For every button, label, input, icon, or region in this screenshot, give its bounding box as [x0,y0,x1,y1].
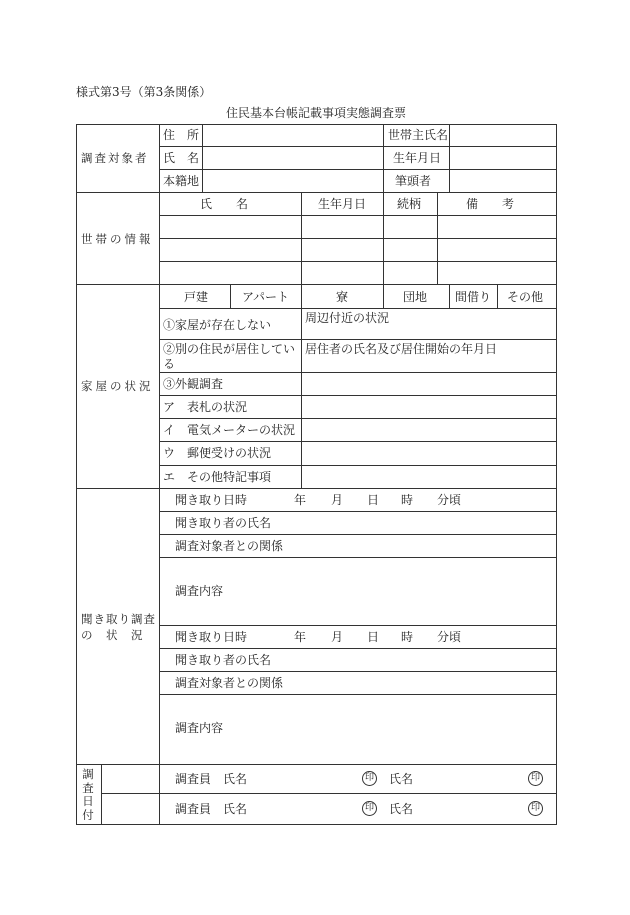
col-relation-header: 続柄 [397,197,422,211]
relation-label: 調査対象者との関係 [175,539,284,553]
day-label: 日 [367,493,380,507]
domicile-label: 本籍地 [163,174,200,188]
row-line [159,648,557,649]
cell-line [383,192,384,285]
resident-info-note: 居住者の氏名及び居住開始の年月日 [305,342,498,356]
row-line [159,625,557,626]
nameplate-status: ア 表札の状況 [163,400,248,414]
border-left [76,124,77,825]
type-detached: 戸建 [184,290,209,304]
label-column-divider [159,124,160,825]
type-complex: 団地 [403,290,428,304]
col-birth-header: 生年月日 [318,197,367,211]
row-line [159,671,557,672]
row-line [159,169,557,170]
investigator-name-label: 調査員 氏名 [175,772,248,786]
row-line [159,511,557,512]
row-line [159,215,557,216]
exterior-survey: ③外観調査 [163,377,224,391]
form-number: 様式第3号（第3条関係） [76,85,212,99]
cell-line [101,764,102,825]
head-of-household-label: 世帯主氏名 [388,128,449,142]
cell-line [301,284,302,489]
year-label: 年 [294,630,307,644]
second-name-label: 氏名 [389,802,414,816]
section-divider [76,284,557,285]
cell-line [437,192,438,285]
month-label: 月 [331,630,344,644]
investigator-name-label: 調査員 氏名 [175,802,248,816]
house-label: 家屋の状況 [81,379,154,393]
respondent-label: 聞き取り者の氏名 [175,516,272,530]
col-name-header: 氏 名 [200,197,249,211]
interview-label-1: 聞き取り調査 [81,612,156,626]
cell-line [449,124,450,193]
row-line [159,694,557,695]
interview-datetime-label: 聞き取り日時 [175,493,248,507]
cell-line [202,124,203,193]
seal-mark-icon: 印 [528,801,543,816]
second-name-label: 氏名 [389,772,414,786]
col-notes-header: 備 考 [466,197,515,211]
minute-label: 分頃 [437,493,462,507]
electric-meter-status: イ 電気メーターの状況 [163,423,296,437]
name-label: 氏 名 [163,151,200,165]
row-line [159,238,557,239]
type-apartment: アパート [242,290,290,304]
first-listed-label: 筆頭者 [395,174,432,188]
content-label: 調査内容 [175,584,224,598]
other-resident-line1: ②別の住民が居住してい [163,342,296,356]
type-other: その他 [507,290,544,304]
surroundings-note: 周辺付近の状況 [305,311,390,325]
row-line [159,261,557,262]
cell-line [383,284,384,309]
row-line [159,418,557,419]
hour-label: 時 [401,630,414,644]
row-line [159,339,557,340]
row-line [159,534,557,535]
interview-datetime-label: 聞き取り日時 [175,630,248,644]
household-label: 世帯の情報 [81,232,154,246]
form-title: 住民基本台帳記載事項実態調査票 [226,106,407,120]
other-remarks: エ その他特記事項 [163,470,272,484]
cell-line [301,192,302,285]
seal-mark-icon: 印 [362,801,377,816]
mailbox-status: ウ 郵便受けの状況 [163,446,272,460]
house-not-exist: ①家屋が存在しない [163,318,272,332]
cell-line [230,284,231,309]
section-divider [76,192,557,193]
survey-date-label: 調査日付 [82,767,94,822]
type-dormitory: 寮 [336,290,349,304]
seal-mark-icon: 印 [362,771,377,786]
type-lodging: 間借り [455,290,492,304]
address-label: 住 所 [163,128,200,142]
interview-label-2: の 状 況 [81,628,144,642]
section-divider [76,764,557,765]
content-label: 調査内容 [175,721,224,735]
cell-line [497,284,498,309]
row-line [159,557,557,558]
relation-label: 調査対象者との関係 [175,676,284,690]
respondent-label: 聞き取り者の氏名 [175,653,272,667]
birthdate-label: 生年月日 [393,151,442,165]
border-right [556,124,557,825]
row-line [159,465,557,466]
day-label: 日 [367,630,380,644]
month-label: 月 [331,493,344,507]
row-line [159,395,557,396]
cell-line [449,284,450,309]
row-line [159,146,557,147]
hour-label: 時 [401,493,414,507]
section-divider [76,488,557,489]
other-resident-line2: る [163,357,176,371]
border-bottom [76,824,557,825]
year-label: 年 [294,493,307,507]
minute-label: 分頃 [437,630,462,644]
row-line [159,441,557,442]
subject-label: 調査対象者 [81,151,149,165]
border-top [76,124,557,125]
row-line [101,793,557,794]
cell-line [383,124,384,193]
row-line [159,372,557,373]
seal-mark-icon: 印 [528,771,543,786]
